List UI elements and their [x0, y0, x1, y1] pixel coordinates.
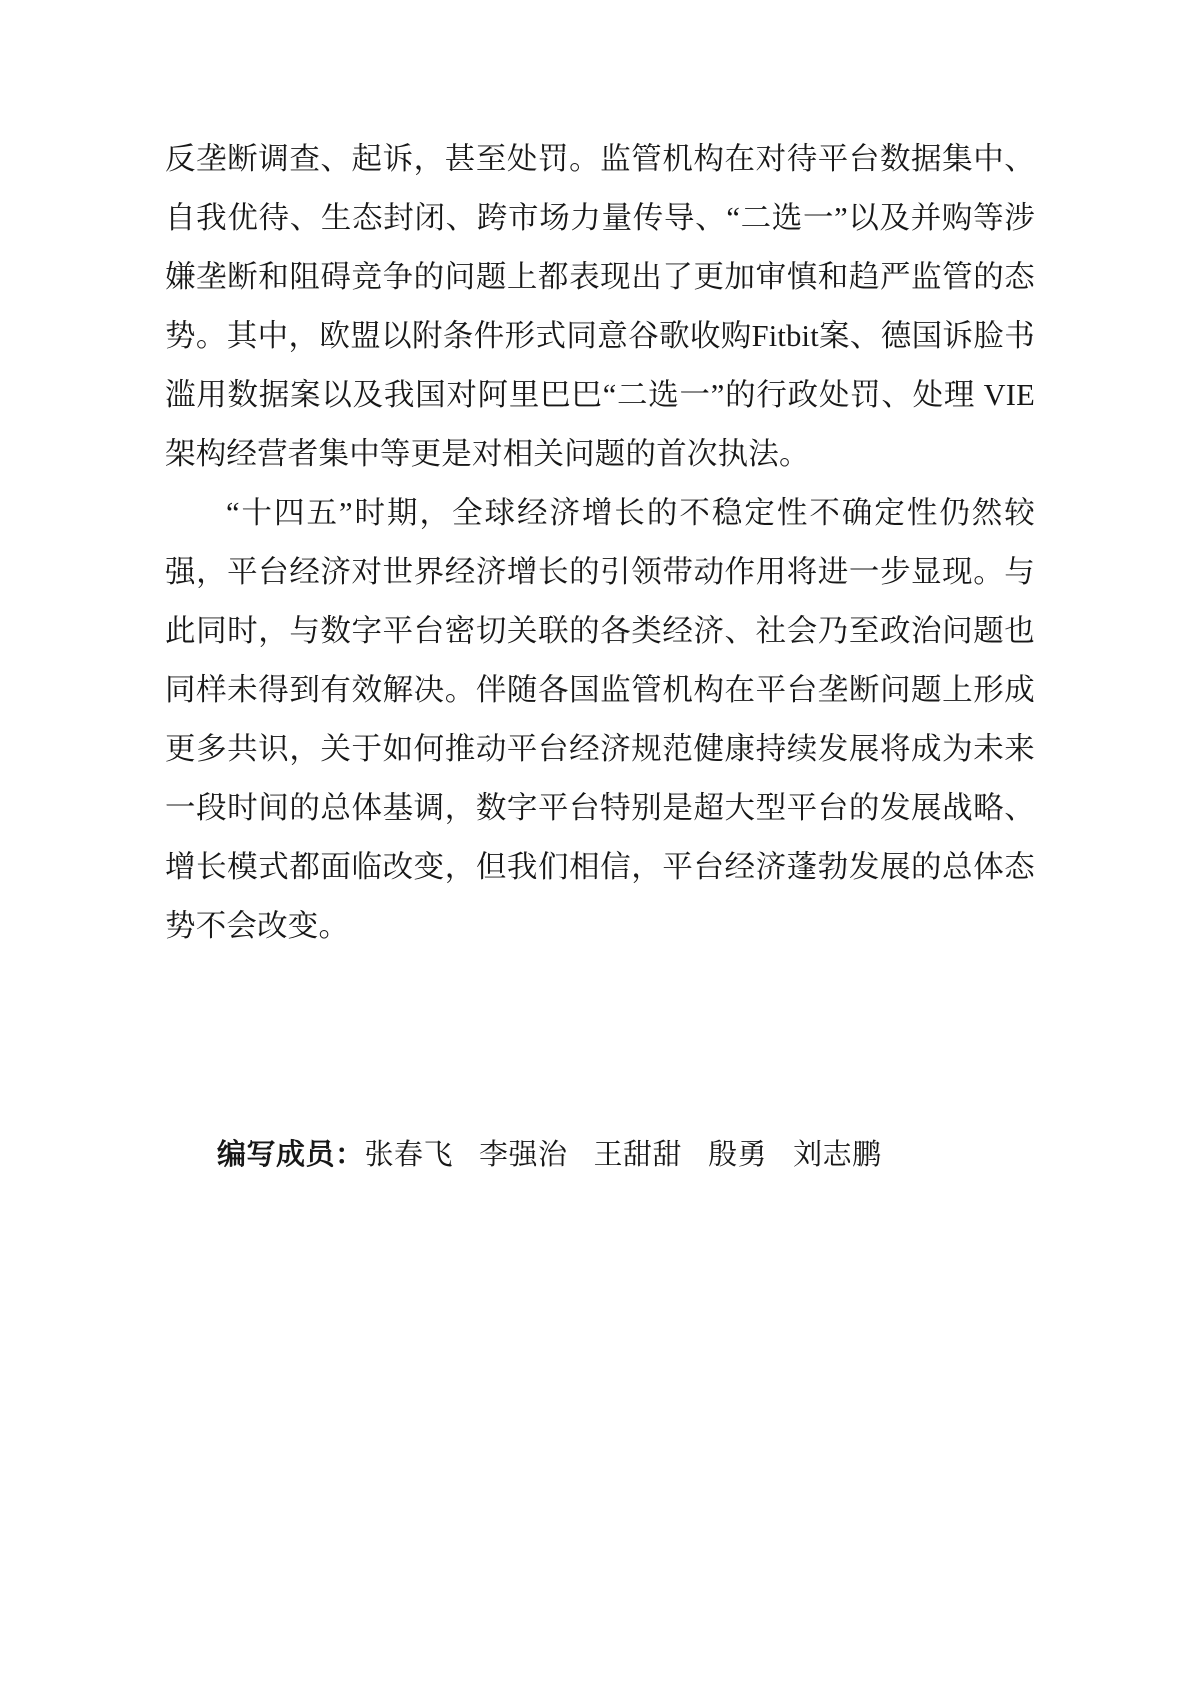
document-body: [165, 130, 1035, 956]
author-name: 殷勇: [708, 1139, 768, 1171]
author-name: 刘志鹏: [793, 1139, 882, 1171]
author-name: 王甜甜: [593, 1139, 683, 1171]
author-name: 李强治: [479, 1139, 568, 1171]
author-name: 张春飞: [364, 1139, 454, 1171]
paragraph-14th-five-year-plan: “十四五”时期，全球经济增长的不稳定性不确定性仍然较强，平台经济对世界经济增长的引领带动作用将进一步显现。与此同时，与数字平台密切关联的各类经济、社会乃至政治问题也同样未得到有效解决。伴随各国监管机构在平台垄断问题上形成更多共识，关于如何推动平台经济规范健康持续发展将成为未来一段时间的总体基调，数字平台特别是超大型平台的发展战略、增长模式都面临改变，但我们相信，平台经济蓬勃发展的总体态势不会改变。: [165, 496, 1035, 943]
authors-credit-line: [165, 1131, 1035, 1179]
paragraph-antitrust-regulation: 反垄断调查、起诉，甚至处罚。监管机构在对待平台数据集中、自我优待、生态封闭、跨市场力量传导、“二选一”以及并购等涉嫌垄断和阻碍竞争的问题上都表现出了更加审慎和趋严监管的态势。其中，欧盟以附条件形式同意谷歌收购Fitbit案、德国诉脸书滥用数据案以及我国对阿里巴巴“二选一”的行政处罚、处理 VIE 架构经营者集中等更是对相关问题的首次执法。: [165, 142, 1035, 471]
authors-label: 编写成员：: [217, 1139, 365, 1171]
authors-names: [365, 1139, 882, 1171]
